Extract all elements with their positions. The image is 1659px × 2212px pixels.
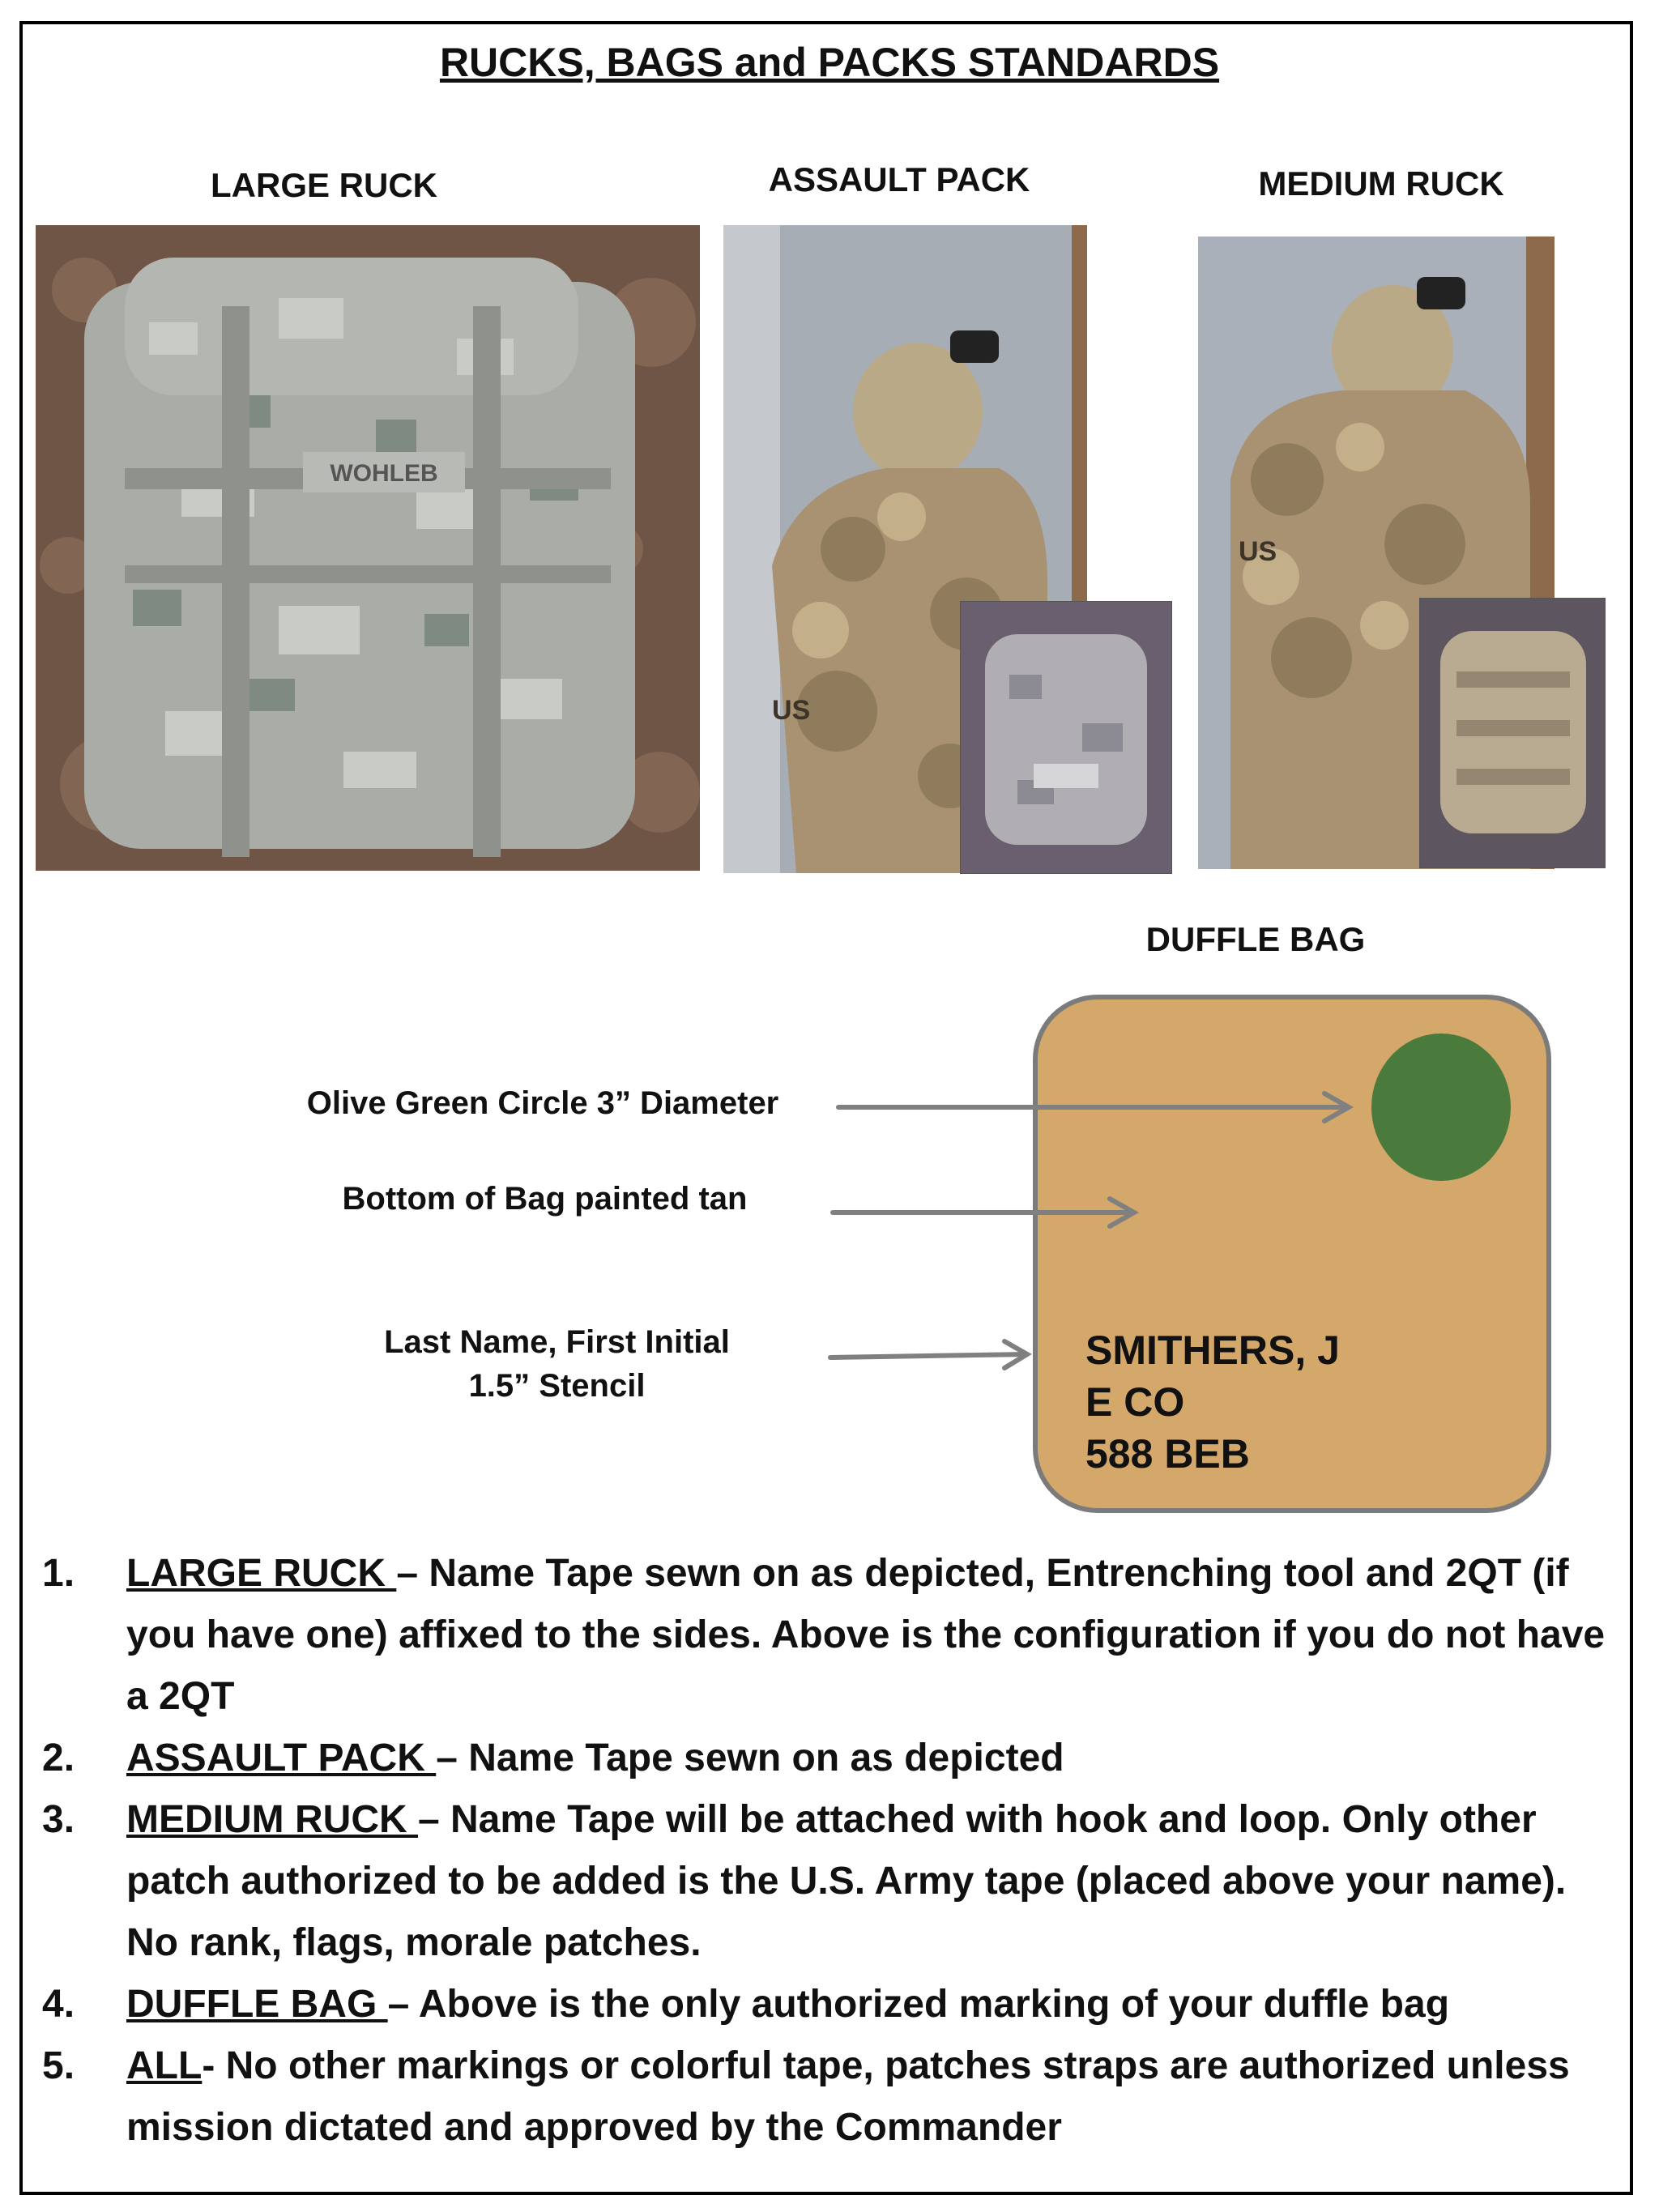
list-item xyxy=(42,1728,1614,1789)
label-name-stencil xyxy=(324,1320,790,1408)
medium-ruck-inset-photo xyxy=(1419,598,1606,868)
list-number: 3. xyxy=(42,1798,75,1841)
list-text: – Above is the only authorized marking of your duffle bag xyxy=(387,1983,1450,2026)
list-term: ASSAULT PACK xyxy=(126,1737,437,1779)
label-bottom: Bottom of Bag painted tan xyxy=(342,1181,748,1217)
list-number: 1. xyxy=(42,1552,75,1595)
caption-duffle-bag: DUFFLE BAG xyxy=(1145,920,1366,958)
list-text: - No other markings or colorful tape, patches straps are authorized unless mission dictated and approved by the Commander xyxy=(126,2044,1570,2149)
label-name-line-1: Last Name, First Initial xyxy=(384,1324,730,1360)
list-item xyxy=(42,2035,1614,2159)
list-text: – Name Tape sewn on as depicted, Entrenching tool and 2QT (if you have one) affixed to the sides. Above is the configuration if you do not have a 2QT xyxy=(126,1552,1606,1718)
list-term: LARGE RUCK xyxy=(126,1552,397,1595)
page-title: RUCKS, BAGS and PACKS STANDARDS xyxy=(439,40,1220,85)
caption-assault-pack: ASSAULT PACK xyxy=(768,160,1030,198)
stencil-line-1: SMITHERS, J xyxy=(1085,1328,1340,1373)
list-term: ALL xyxy=(126,2044,203,2087)
list-term: DUFFLE BAG xyxy=(126,1983,388,2026)
bag-stencil xyxy=(1085,1324,1340,1480)
list-text: – Name Tape sewn on as depicted xyxy=(436,1737,1064,1779)
list-item xyxy=(42,1974,1614,2035)
large-ruck-photo xyxy=(36,225,700,871)
list-item xyxy=(42,1543,1614,1728)
label-circle: Olive Green Circle 3” Diameter xyxy=(306,1085,779,1121)
list-text: – Name Tape will be attached with hook and loop. Only other patch authorized to be added is the U.S. Army tape (placed above your name). No rank, flags, morale patches. xyxy=(126,1798,1567,1964)
list-number: 2. xyxy=(42,1737,75,1779)
olive-green-circle xyxy=(1371,1034,1511,1181)
list-number: 5. xyxy=(42,2044,75,2087)
us-tape-text: US xyxy=(772,695,811,726)
stencil-line-3: 588 BEB xyxy=(1085,1431,1250,1477)
stencil-line-2: E CO xyxy=(1085,1379,1185,1425)
assault-pack-inset-photo xyxy=(960,601,1172,874)
list-item xyxy=(42,1789,1614,1974)
us-tape-text-medium: US xyxy=(1239,536,1277,567)
caption-medium-ruck: MEDIUM RUCK xyxy=(1258,164,1504,202)
list-number: 4. xyxy=(42,1983,75,2026)
list-term: MEDIUM RUCK xyxy=(126,1798,418,1841)
nametape-text: WOHLEB xyxy=(330,460,438,487)
caption-large-ruck: LARGE RUCK xyxy=(211,166,437,204)
label-name-line-2: 1.5” Stencil xyxy=(468,1368,646,1404)
standards-list xyxy=(42,1543,1614,2159)
